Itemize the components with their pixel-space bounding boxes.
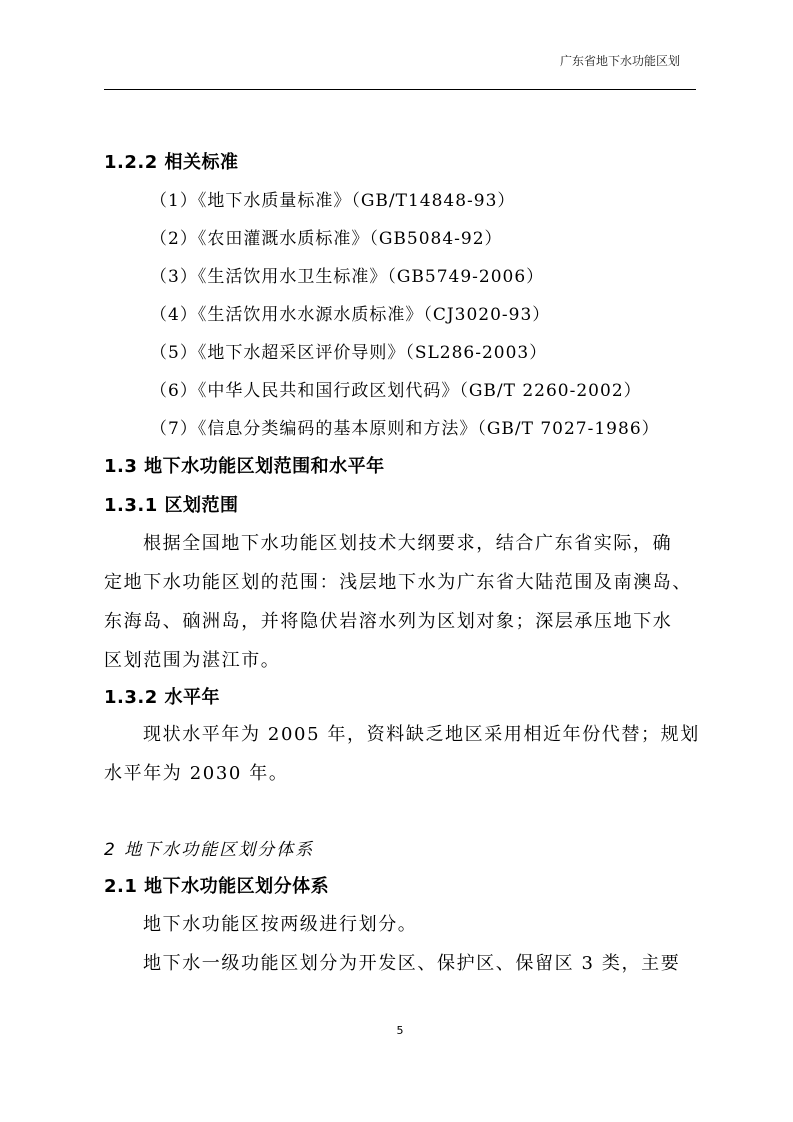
chapter-heading-2: 2 地下水功能区划分体系: [104, 840, 315, 860]
standard-item-3: （3）《生活饮用水卫生标准》（GB5749-2006）: [150, 267, 545, 287]
standard-item-4: （4）《生活饮用水水源水质标准》（CJ3020-93）: [150, 305, 551, 325]
standard-item-1: （1）《地下水质量标准》（GB/T14848-93）: [150, 191, 516, 211]
standard-item-7: （7）《信息分类编码的基本原则和方法》（GB/T 7027-1986）: [150, 419, 660, 439]
section-heading-1-3: 1.3 地下水功能区划范围和水平年: [104, 456, 385, 477]
paragraph-line: 地下水一级功能区划分为开发区、保护区、保留区 3 类，主要: [143, 953, 681, 974]
section-heading-1-3-1: 1.3.1 区划范围: [104, 495, 239, 516]
paragraph-line: 现状水平年为 2005 年，资料缺乏地区采用相近年份代替；规划: [143, 724, 700, 745]
section-heading-1-2-2: 1.2.2 相关标准: [104, 152, 239, 173]
section-heading-2-1: 2.1 地下水功能区划分体系: [104, 876, 330, 897]
paragraph-line: 定地下水功能区划的范围：浅层地下水为广东省大陆范围及南澳岛、: [104, 572, 692, 593]
paragraph-line: 水平年为 2030 年。: [104, 763, 289, 784]
paragraph-line: 根据全国地下水功能区划技术大纲要求，结合广东省实际，确: [143, 533, 673, 554]
running-header: 广东省地下水功能区划: [559, 54, 680, 68]
section-heading-1-3-2: 1.3.2 水平年: [104, 687, 221, 708]
paragraph-line: 区划范围为湛江市。: [104, 650, 281, 671]
page-number: 5: [396, 1024, 404, 1037]
paragraph-line: 地下水功能区按两级进行划分。: [143, 914, 418, 935]
paragraph-line: 东海岛、硇洲岛，并将隐伏岩溶水列为区划对象；深层承压地下水: [104, 611, 673, 632]
header-rule: [104, 89, 696, 90]
standard-item-2: （2）《农田灌溉水质标准》（GB5084-92）: [150, 229, 503, 249]
standard-item-5: （5）《地下水超采区评价导则》（SL286-2003）: [150, 343, 548, 363]
standard-item-6: （6）《中华人民共和国行政区划代码》（GB/T 2260-2002）: [150, 381, 642, 401]
